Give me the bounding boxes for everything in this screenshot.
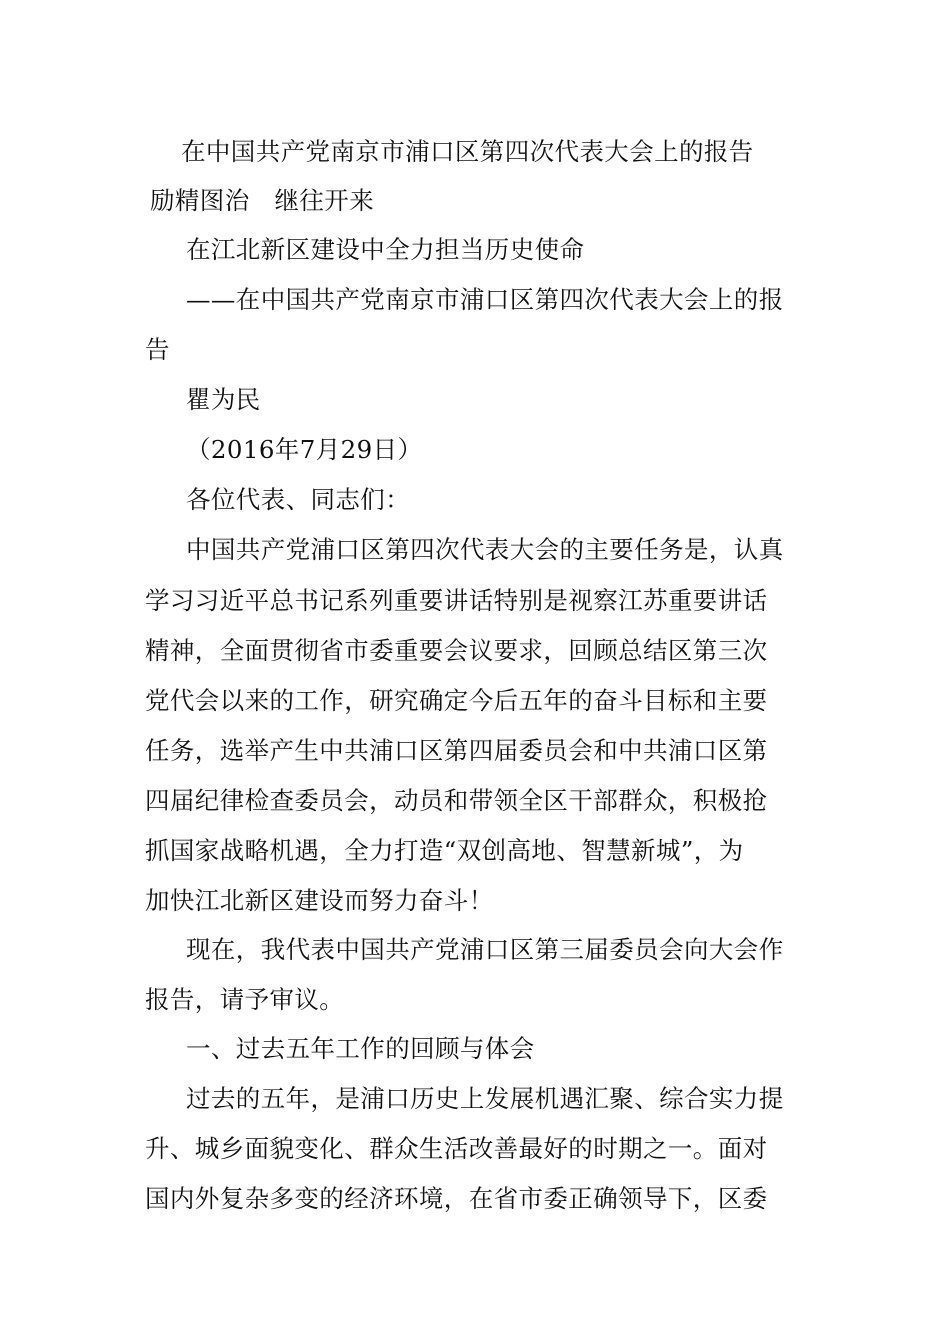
paragraph-1-line: 任务，选举产生中共浦口区第四届委员会和中共浦口区第 bbox=[145, 736, 768, 765]
paragraph-3-line: 国内外复杂多变的经济环境，在省市委正确领导下，区委 bbox=[145, 1184, 768, 1213]
section-heading: 一、过去五年工作的回顾与体会 bbox=[186, 1034, 535, 1063]
paragraph-2-line: 现在，我代表中国共产党浦口区第三届委员会向大会作 bbox=[186, 935, 784, 964]
paragraph-1-line: 中国共产党浦口区第四次代表大会的主要任务是，认真 bbox=[186, 535, 784, 564]
paragraph-1-line: 党代会以来的工作，研究确定今后五年的奋斗目标和主要 bbox=[145, 686, 768, 715]
paragraph-2-line: 报告，请予审议。 bbox=[145, 985, 345, 1014]
paragraph-1-line: 学习习近平总书记系列重要讲话特别是视察江苏重要讲话 bbox=[145, 586, 768, 615]
heading-line: 在中国共产党南京市浦口区第四次代表大会上的报告 bbox=[181, 137, 754, 166]
paragraph-1-line: 四届纪律检查委员会，动员和带领全区干部群众，积极抢 bbox=[145, 786, 768, 815]
subtitle-line-1: 励精图治 继往开来 bbox=[150, 186, 375, 215]
paragraph-1-line: 抓国家战略机遇，全力打造“双创高地、智慧新城”，为 bbox=[145, 836, 744, 865]
report-title-line-1: ——在中国共产党南京市浦口区第四次代表大会上的报 bbox=[186, 285, 784, 314]
author-name: 瞿为民 bbox=[186, 385, 261, 414]
paragraph-1-line: 加快江北新区建设而努力奋斗！ bbox=[145, 886, 494, 915]
paragraph-1-line: 精神，全面贯彻省市委重要会议要求，回顾总结区第三次 bbox=[145, 636, 768, 665]
paragraph-3-line: 过去的五年，是浦口历史上发展机遇汇聚、综合实力提 bbox=[186, 1084, 784, 1113]
salutation: 各位代表、同志们： bbox=[186, 485, 411, 514]
subtitle-line-2: 在江北新区建设中全力担当历史使命 bbox=[186, 235, 585, 264]
paragraph-3-line: 升、城乡面貌变化、群众生活改善最好的时期之一。面对 bbox=[145, 1134, 768, 1163]
report-title-line-2: 告 bbox=[145, 335, 170, 364]
report-date: （2016年7月29日） bbox=[186, 435, 423, 464]
